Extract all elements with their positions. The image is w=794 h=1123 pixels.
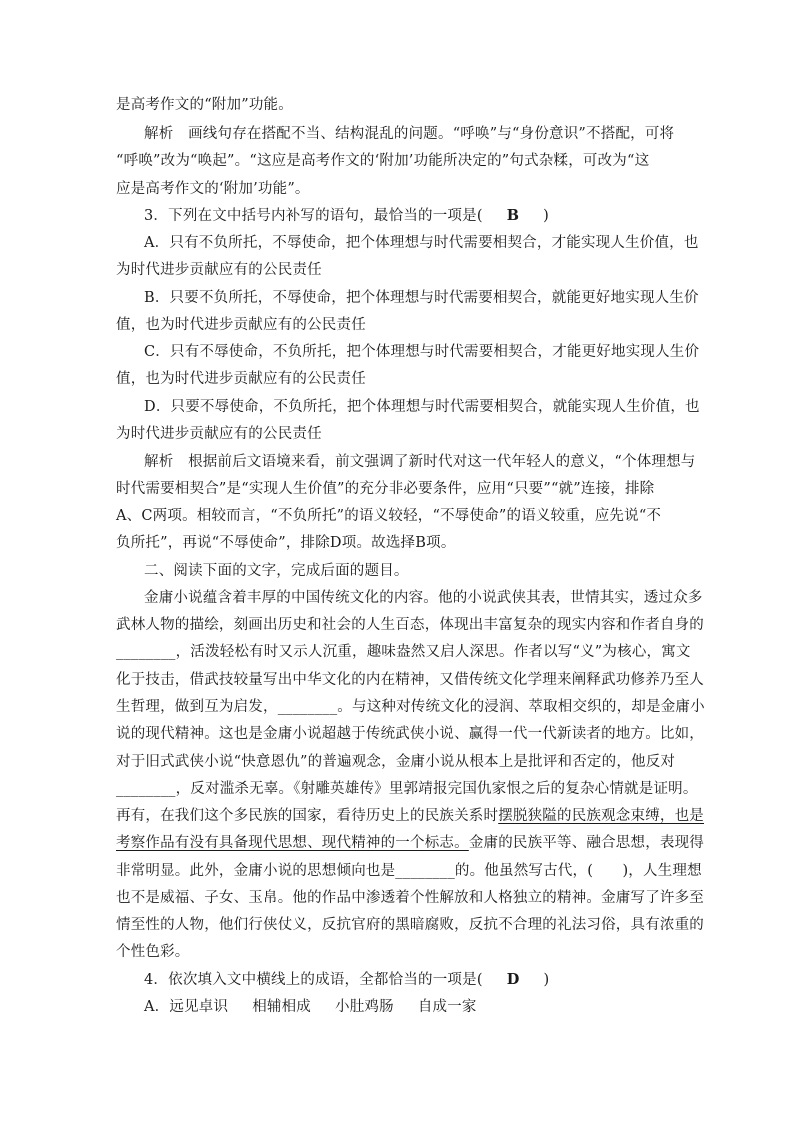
q3-option-b-line-1: B．只要不负所托，不辱使命，把个体理想与时代需要相契合，就能更好地实现人生价: [144, 290, 699, 306]
q4-stem-close: ): [543, 972, 550, 988]
section-2-heading: 二、阅读下面的文字，完成后面的题目。: [144, 563, 409, 579]
q3-stem-close: ): [543, 208, 550, 224]
q2-analysis-line-2: “呼唤”改为“唤起”。“这应是高考作文的‘附加’功能所决定的”句式杂糅，可改为“这: [116, 153, 650, 169]
q4-option-a-item-3: 小肚鸡肠: [335, 999, 394, 1015]
passage-line-4: 化于技击，借武技较量写出中华文化的内在精神，又借传统文化学理来阐释武功修养乃至人: [116, 672, 704, 688]
passage-line-13: 情至性的人物，他们行侠仗义，反抗官府的黑暗腐败，反抗不合理的礼法习俗，具有浓重的: [116, 917, 704, 933]
underlined-sentence-part-1: 摆脱狭隘的民族观念束缚，也是: [498, 808, 705, 824]
passage-line-9-text: 再有，在我们这个多民族的国家，看待历史上的民族关系时: [116, 808, 499, 824]
passage-line-2: 武林人物的描绘，刻画出历史和社会的人生百态，体现出丰富复杂的现实内容和作者自身的: [116, 617, 704, 633]
passage-line-8: ________，反对滥杀无辜。《射雕英雄传》里郭靖报完国仇家恨之后的复杂心情就是证明。: [116, 781, 698, 797]
q3-option-a-line-2: 为时代进步贡献应有的公民责任: [116, 262, 322, 278]
q3-option-b-line-2: 值，也为时代进步贡献应有的公民责任: [116, 317, 366, 333]
q4-option-a-item-1: 远见卓识: [169, 999, 229, 1015]
passage-line-10: [116, 833, 704, 853]
q3-option-d-line-2: 为时代进步贡献应有的公民责任: [116, 426, 322, 442]
q4-option-a: [144, 997, 477, 1017]
passage-line-6: 说的现代精神。这也是金庸小说超越于传统武侠小说、赢得一代一代新读者的地方。比如，: [116, 726, 704, 742]
underlined-sentence-part-2: 考察作品有没有具备现代思想、现代精神的一个标志。: [116, 835, 469, 851]
passage-line-1: 金庸小说蕴含着丰厚的中国传统文化的内容。他的小说武侠其表，世情其实，透过众多: [144, 590, 703, 606]
passage-line-14: 个性色彩。: [116, 944, 190, 960]
q2-analysis-line-1: 解析 画线句存在搭配不当、结构混乱的问题。“呼唤”与“身份意识”不搭配，可将: [144, 126, 675, 142]
q3-stem: [144, 206, 549, 226]
passage-line-7: 对于旧式武侠小说“快意恩仇”的普遍观念，金庸小说从根本上是批评和否定的，他反对: [116, 754, 676, 770]
q2-analysis-line-3: 应是高考作文的‘附加’功能”。: [116, 181, 310, 197]
q4-stem-text: 4．依次填入文中横线上的成语，全都恰当的一项是(: [144, 972, 483, 988]
q3-option-d-line-1: D．只要不辱使命，不负所托，把个体理想与时代需要相契合，就能实现人生价值，也: [144, 399, 700, 415]
q3-analysis-line-3: A、C两项。相较而言，“不负所托”的语义较轻，“不辱使命”的语义较重，应先说“不: [116, 508, 662, 524]
q4-stem: [144, 970, 549, 990]
q4-option-a-item-2: 相辅相成: [252, 999, 311, 1015]
passage-line-3: ________，活泼轻松有时又示人沉重，趣味盎然又启人深思。作者以写“义”为核心，寓文: [116, 644, 691, 660]
passage-line-5: 生哲理，做到互为启发，________。与这种对传统文化的浸润、萃取相交织的，却是金庸小: [116, 699, 705, 715]
passage-line-12: 也不是威福、子女、玉帛。他的作品中渗透着个性解放和人格独立的精神。金庸写了许多至: [116, 890, 704, 906]
q4-answer: D: [506, 971, 520, 988]
q3-analysis-line-1: 解析 根据前后文语境来看，前文强调了新时代对这一代年轻人的意义，“个体理想与: [144, 454, 696, 470]
q3-stem-text: 3．下列在文中括号内补写的语句，最恰当的一项是(: [144, 208, 483, 224]
q3-answer: B: [506, 207, 520, 224]
q3-option-a-line-1: A．只有不负所托，不辱使命，把个体理想与时代需要相契合，才能实现人生价值，也: [144, 235, 699, 251]
q3-option-c-line-2: 值，也为时代进步贡献应有的公民责任: [116, 371, 366, 387]
q3-option-c-line-1: C．只有不辱使命，不负所托，把个体理想与时代需要相契合，才能更好地实现人生价: [144, 344, 700, 360]
q3-analysis-line-4: 负所托”，再说“不辱使命”，排除D项。故选择B项。: [116, 535, 456, 551]
q4-option-a-label: A．: [144, 999, 170, 1015]
q4-option-a-item-4: 自成一家: [417, 999, 477, 1015]
intro-line: 是高考作文的“附加”功能。: [116, 97, 293, 113]
passage-line-11: 非常明显。此外，金庸小说的思想倾向也是________的。他虽然写古代，( )，人生理想: [116, 863, 702, 879]
q3-analysis-line-2: 时代需要相契合”是“实现人生价值”的充分非必要条件，应用“只要”“就”连接，排除: [116, 481, 655, 497]
passage-line-10-text: 金庸的民族平等、融合思想，表现得: [468, 835, 705, 851]
passage-line-9: [116, 806, 704, 826]
